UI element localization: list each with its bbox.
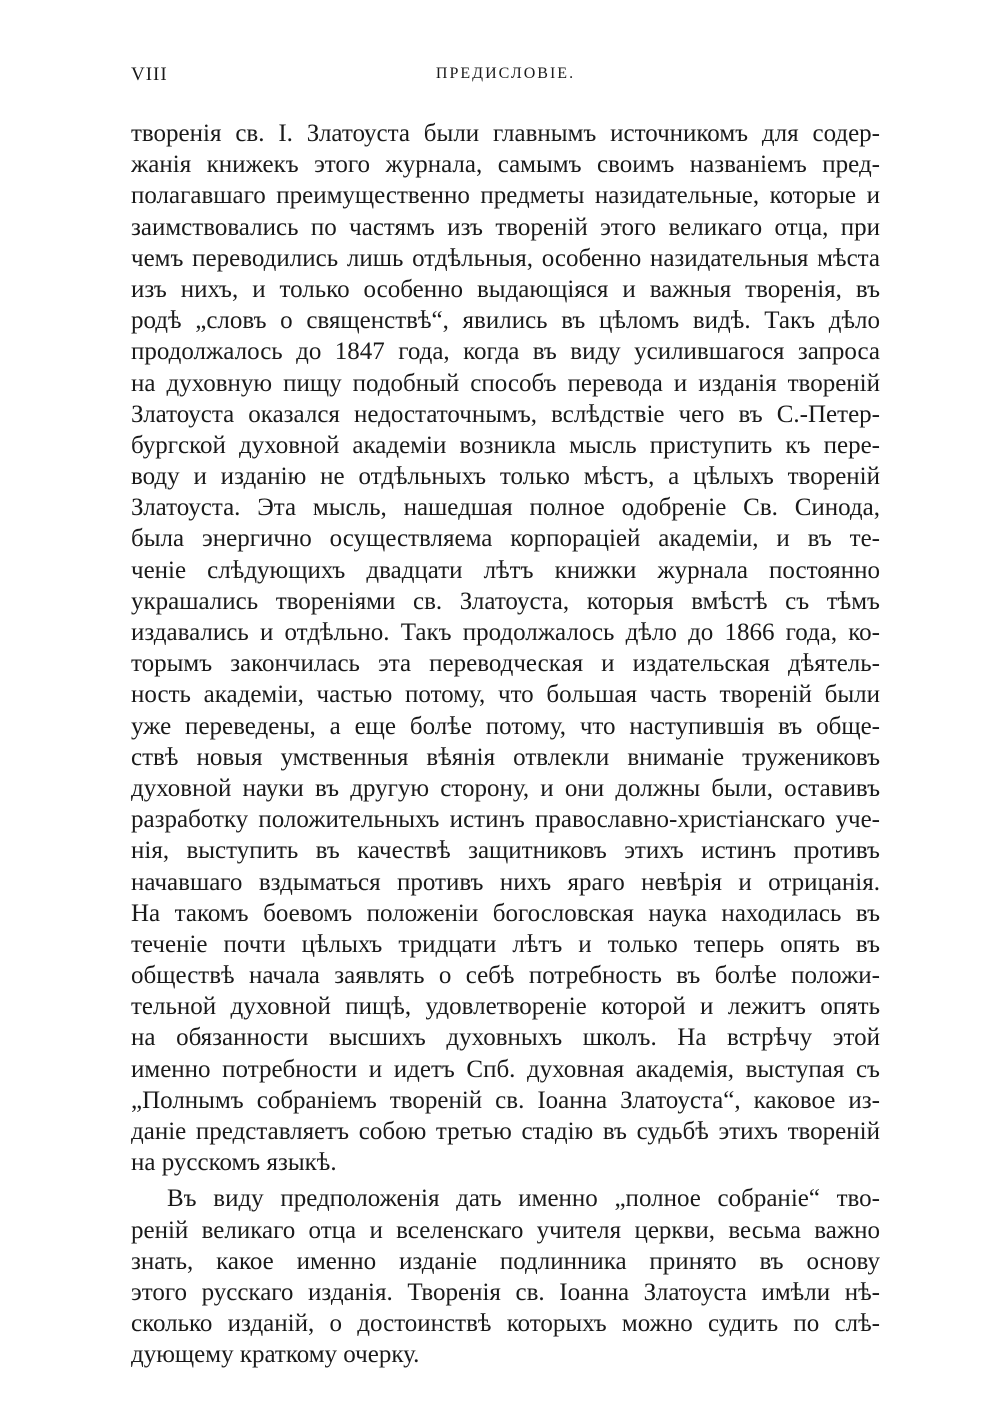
text-line: знать, какое именно изданіе подлинника принято въ основу bbox=[131, 1247, 880, 1275]
text-line: сколько изданій, о достоинствѣ которыхъ можно судить по слѣ- bbox=[131, 1310, 880, 1338]
text-line: ченіе слѣдующихъ двадцати лѣтъ книжки журнала постоянно bbox=[131, 556, 880, 584]
text-line: реній великаго отца и вселенскаго учителя церкви, весьма важно bbox=[131, 1216, 880, 1244]
text-line: творенія св. І. Златоуста были главнымъ источникомъ для содер- bbox=[131, 120, 880, 147]
text-line: дующему краткому очерку. bbox=[131, 1341, 420, 1369]
text-line: бургской духовной академіи возникла мысль приступить къ пере- bbox=[131, 431, 880, 459]
text-line: издавались и отдѣльно. Такъ продолжалось дѣло до 1866 года, ко- bbox=[131, 619, 880, 646]
text-line: торымъ закончилась эта переводческая и издательская дѣятель- bbox=[131, 650, 880, 678]
text-line: изъ нихъ, и только особенно выдающіяся и важныя творенія, въ bbox=[131, 275, 880, 303]
text-line: даніе представляетъ собою третью стадію въ судьбѣ этихъ твореній bbox=[131, 1118, 880, 1145]
paragraph bbox=[131, 1183, 880, 1370]
text-line: ствѣ новыя умственныя вѣянія отвлекли вниманіе тружениковъ bbox=[131, 743, 880, 771]
text-line: на духовную пищу подобный способъ перевода и изданія твореній bbox=[131, 369, 880, 397]
text-line: тельной духовной пищѣ, удовлетвореніе которой и лежитъ опять bbox=[131, 993, 880, 1021]
text-line: На такомъ боевомъ положеніи богословская наука находилась въ bbox=[131, 899, 880, 927]
text-line: на русскомъ языкѣ. bbox=[131, 1149, 337, 1177]
paragraph bbox=[131, 118, 880, 1178]
text-line: именно потребности и идетъ Спб. духовная академія, выступая съ bbox=[131, 1055, 880, 1083]
text-line: уже переведены, а еще болѣе потому, что наступившія въ обще- bbox=[131, 712, 880, 740]
text-line: на обязанности высшихъ духовныхъ школъ. На встрѣчу этой bbox=[131, 1024, 880, 1052]
body-text bbox=[131, 118, 880, 1371]
page-number: VIII bbox=[131, 64, 168, 85]
text-line: заимствовались по частямъ изъ твореній этого великаго отца, при bbox=[131, 213, 880, 241]
text-line: была энергично осуществляема корпораціей академіи, и въ те- bbox=[131, 525, 880, 553]
text-line: полагавшаго преимущественно предметы назидательные, которые и bbox=[131, 182, 880, 210]
text-line: начавшаго вздыматься противъ нихъ яраго невѣрія и отрицанія. bbox=[131, 868, 880, 896]
text-line: нія, выступить въ качествѣ защитниковъ этихъ истинъ противъ bbox=[131, 837, 880, 865]
text-line: чемъ переводились лишь отдѣльныя, особенно назидательныя мѣста bbox=[131, 244, 880, 272]
text-line: „Полнымъ собраніемъ твореній св. Іоанна Златоуста“, каковое из- bbox=[131, 1086, 880, 1114]
text-line: родѣ „словъ о священствѣ“, явились въ цѣломъ видѣ. Такъ дѣло bbox=[131, 307, 880, 335]
text-line: ность академіи, частью потому, что большая часть твореній были bbox=[131, 681, 880, 709]
text-line: Златоуста. Эта мысль, нашедшая полное одобреніе Св. Синода, bbox=[131, 494, 880, 522]
text-line: теченіе почти цѣлыхъ тридцати лѣтъ и только теперь опять въ bbox=[131, 930, 880, 958]
text-line: продолжалось до 1847 года, когда въ виду усилившагося запроса bbox=[131, 338, 880, 366]
text-line: жанія книжекъ этого журнала, самымъ своимъ названіемъ пред- bbox=[131, 151, 880, 179]
text-line: этого русскаго изданія. Творенія св. Іоанна Златоуста имѣли нѣ- bbox=[131, 1278, 880, 1306]
text-line: Въ виду предположенія дать именно „полное собраніе“ тво- bbox=[167, 1185, 880, 1213]
text-line: воду и изданію не отдѣльныхъ только мѣстъ, а цѣлыхъ твореній bbox=[131, 463, 880, 491]
text-line: Златоуста оказался недостаточнымъ, вслѣдствіе чего въ С.-Петер- bbox=[131, 400, 880, 428]
text-line: обществѣ начала заявлять о себѣ потребность въ болѣе положи- bbox=[131, 962, 880, 990]
text-line: духовной науки въ другую сторону, и они должны были, оставивъ bbox=[131, 774, 880, 802]
text-line: украшались твореніями св. Златоуста, которыя вмѣстѣ съ тѣмъ bbox=[131, 587, 880, 615]
text-line: разработку положительныхъ истинъ православно-христіанскаго уче- bbox=[131, 806, 880, 834]
running-head: ПРЕДИСЛОВІЕ. bbox=[435, 65, 576, 82]
page-header bbox=[131, 64, 880, 94]
